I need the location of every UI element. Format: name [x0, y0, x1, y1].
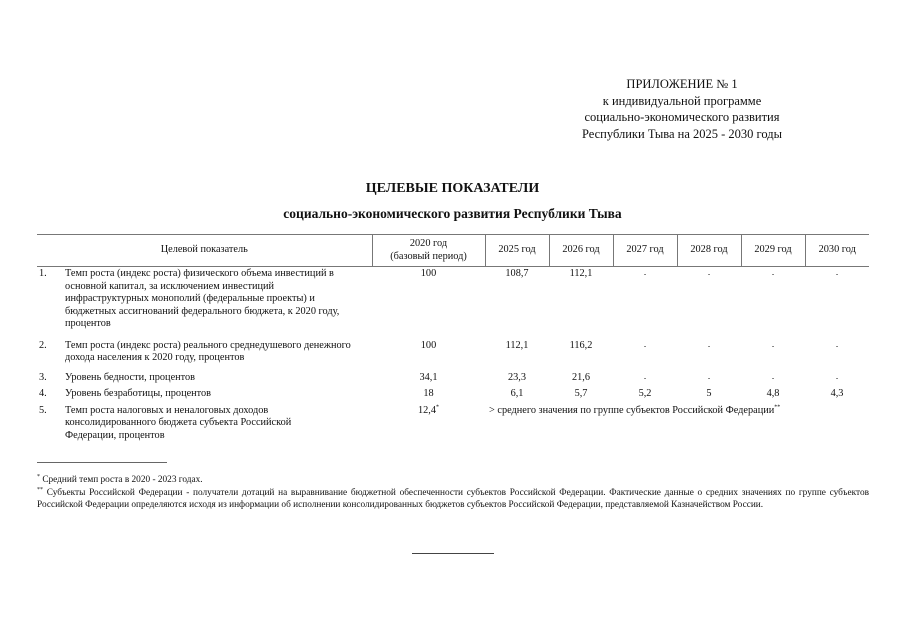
header-base-line-1: 2020 год	[409, 238, 448, 249]
value-2028: -	[707, 373, 711, 382]
value-base: 34,1	[419, 371, 438, 383]
row-label-layout	[39, 340, 370, 365]
value-2026: 112,1	[569, 268, 593, 279]
value-2027: -	[643, 373, 647, 382]
footnote-divider	[37, 462, 167, 463]
row-name: Уровень бедности, процентов	[65, 371, 196, 383]
row-name: Темп роста (индекс роста) реального среднедушевого денежного дохода населения к 2020 году, процентов	[65, 339, 351, 363]
footnote-2-mark: **	[37, 486, 43, 493]
header-base-period	[372, 235, 485, 267]
value-2029: -	[771, 341, 775, 350]
row-label-layout	[39, 372, 370, 385]
table-row	[37, 371, 869, 388]
value-2026: 21,6	[571, 371, 591, 383]
header-2026: 2026 год	[549, 235, 613, 267]
row-cell-indicator	[37, 371, 372, 388]
value-2030: -	[835, 341, 839, 350]
end-divider	[412, 553, 494, 554]
document-title: ЦЕЛЕВЫЕ ПОКАЗАТЕЛИ	[365, 181, 540, 196]
row-number: 2.	[39, 339, 47, 351]
value-2025: 108,7	[505, 268, 529, 279]
appendix-header	[532, 76, 832, 142]
footnote-ref-1: *	[436, 404, 440, 411]
row-label-layout	[39, 268, 370, 331]
row-name: Темп роста (индекс роста) физического объема инвестиций в основной капитал, за исключением инвестиций инфраструктурных монополий (федеральные проекты) и бюджетных ассигнований федерального бюджета, к 2020 году, процентов	[65, 268, 340, 329]
value-2027: -	[643, 270, 647, 278]
footnote-1-mark: *	[37, 473, 40, 480]
row-name: Уровень безработицы, процентов	[65, 388, 212, 399]
value-span-2025-2030	[485, 404, 869, 448]
value-2028: 5	[706, 388, 712, 399]
header-2027: 2027 год	[613, 235, 677, 267]
row-cell-indicator	[37, 267, 372, 339]
appendix-line-3: социально-экономического развития	[584, 110, 780, 124]
value-2027: -	[643, 341, 647, 350]
value-2025: 112,1	[505, 339, 529, 351]
span-text: > среднего значения по группе субъектов Российской Федерации	[489, 404, 775, 416]
value-base: 100	[420, 268, 437, 279]
row-cell-indicator	[37, 404, 372, 448]
appendix-line-4: Республики Тыва на 2025 - 2030 годы	[581, 126, 783, 141]
value-base	[372, 404, 485, 448]
value-2026: 116,2	[569, 339, 593, 351]
value-2026: 5,7	[574, 388, 588, 399]
row-label-layout	[39, 405, 370, 443]
value-base: 18	[423, 388, 434, 399]
header-2028: 2028 год	[677, 235, 741, 267]
appendix-line-1: ПРИЛОЖЕНИЕ № 1	[626, 77, 738, 91]
table-row	[37, 387, 869, 404]
table-row	[37, 339, 869, 371]
header-2030: 2030 год	[805, 235, 869, 267]
footnotes	[37, 474, 869, 512]
value-2025: 6,1	[510, 388, 524, 399]
value-2025: 23,3	[507, 371, 527, 383]
appendix-line-2: к индивидуальной программе	[602, 93, 762, 108]
footnote-1-text: Средний темп роста в 2020 - 2023 годах.	[42, 475, 203, 485]
indicators-table	[37, 234, 869, 448]
header-2025: 2025 год	[485, 235, 549, 267]
footnote-1	[37, 474, 869, 487]
row-label-layout	[39, 388, 370, 401]
value-base: 100	[420, 339, 437, 351]
value-2029: -	[771, 373, 775, 382]
table-row	[37, 267, 869, 339]
row-number: 1.	[39, 268, 47, 279]
header-2029: 2029 год	[741, 235, 805, 267]
footnote-2-text: Субъекты Российской Федерации - получатели дотаций на выравнивание бюджетной обеспеченности субъектов Российской Федерации. Фактические данные о средних значениях по группе субъектов Российской Федерации определяются исходя из информации об исполнении консолидированных бюджетов субъектов Российской Федерации, представляемой Казначейством России.	[37, 487, 869, 510]
value-2028: -	[707, 270, 711, 278]
value-2030: -	[835, 270, 839, 278]
value-2029: -	[771, 270, 775, 278]
row-number: 3.	[39, 371, 47, 383]
header-indicator: Целевой показатель	[37, 235, 372, 267]
document-subtitle: социально-экономического развития Республики Тыва	[283, 206, 622, 221]
value-2027: 5,2	[638, 388, 652, 399]
value-base-number: 12,4	[417, 404, 437, 416]
row-name: Темп роста налоговых и неналоговых доходов консолидированного бюджета субъекта Российской Федерации, процентов	[65, 404, 292, 441]
row-number: 5.	[39, 404, 47, 416]
footnote-ref-2: **	[774, 404, 781, 411]
value-2028: -	[707, 341, 711, 350]
value-2030: 4,3	[830, 388, 844, 399]
row-cell-indicator	[37, 339, 372, 371]
row-number: 4.	[39, 388, 47, 399]
footnote-2	[37, 487, 869, 512]
table-row	[37, 404, 869, 448]
table-header-row	[37, 235, 869, 267]
header-base-line-2: (базовый период)	[390, 250, 467, 262]
row-cell-indicator	[37, 387, 372, 404]
value-2030: -	[835, 373, 839, 382]
value-2029: 4,8	[766, 388, 780, 399]
